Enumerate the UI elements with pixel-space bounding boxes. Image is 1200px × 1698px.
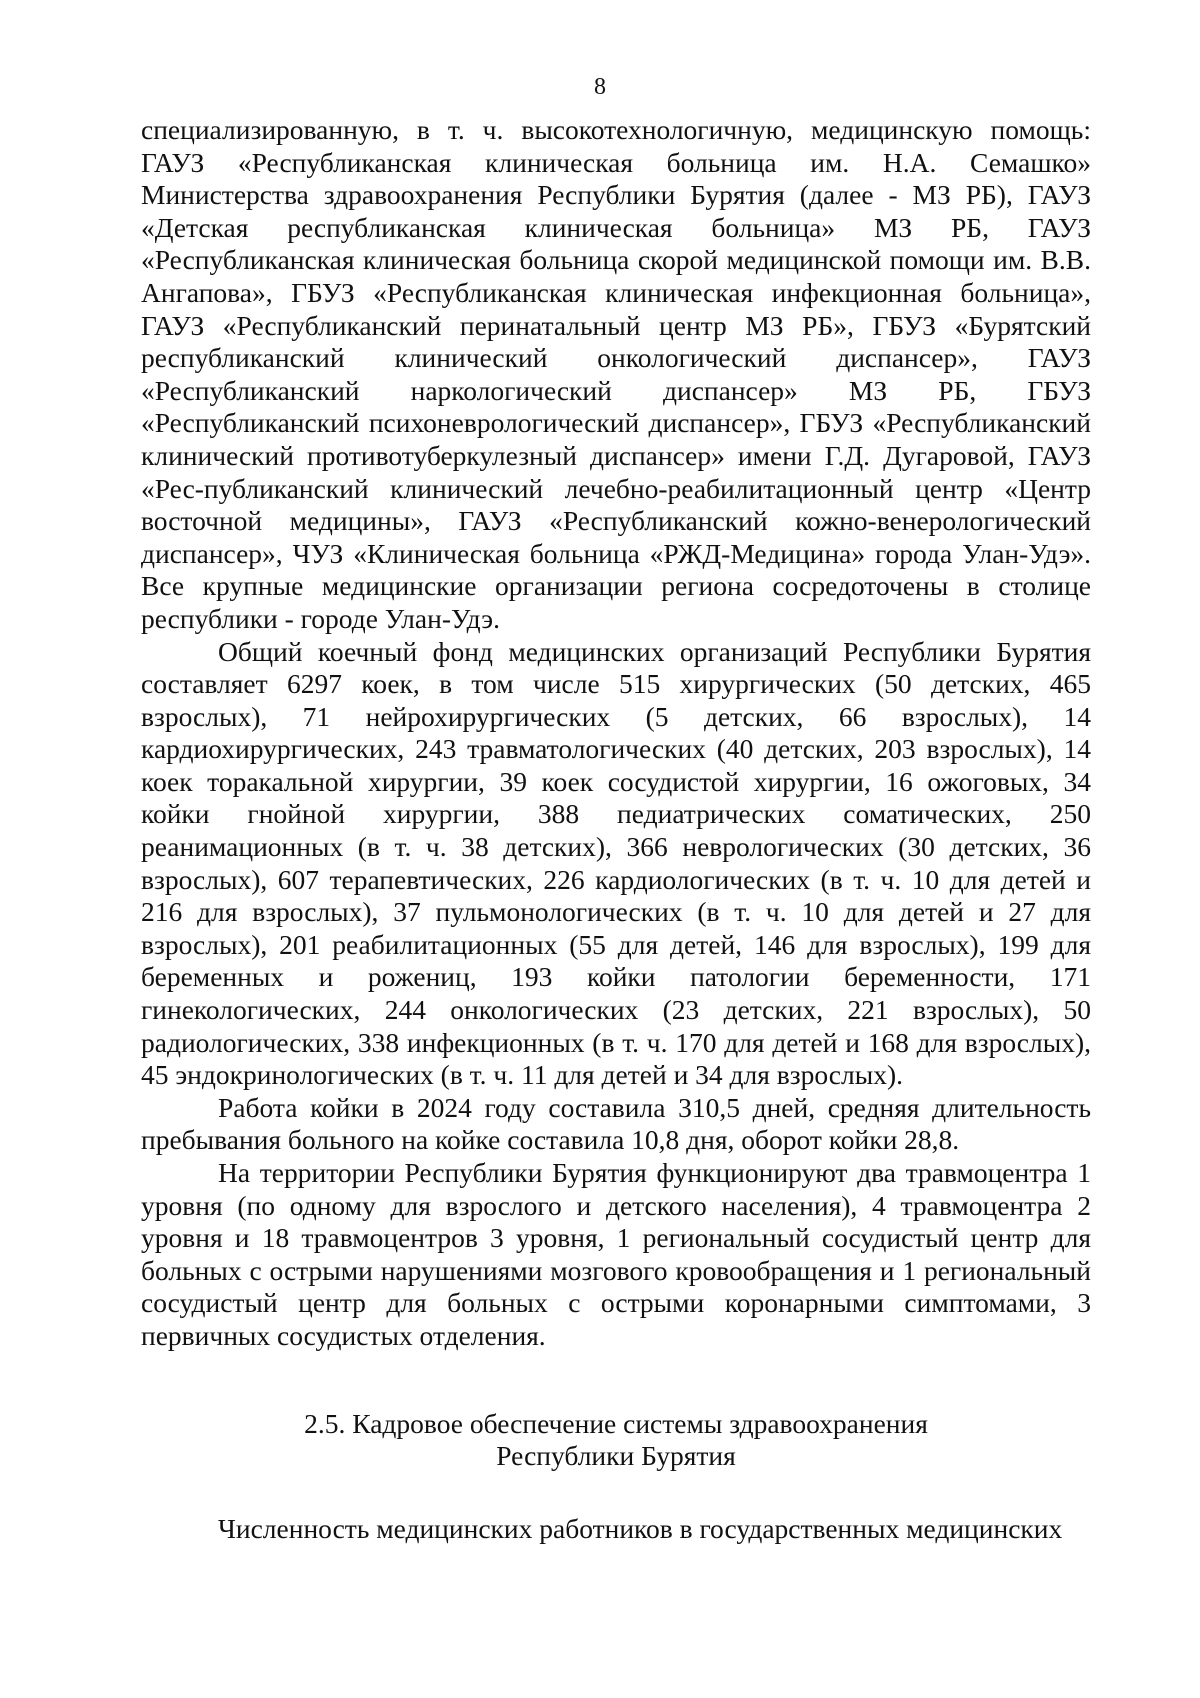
- section-heading-line-1: 2.5. Кадровое обеспечение системы здравоохранения: [304, 1407, 928, 1439]
- section-heading-line-2: Республики Бурятия: [496, 1440, 736, 1472]
- paragraph-medical-organizations: специализированную, в т. ч. высокотехнологичную, медицинскую помощь: ГАУЗ «Республиканская клиническая больница им. Н.А. Семашко» Министерства здравоохранения Республики Бурятия (далее - МЗ РБ), ГАУЗ «Детская республиканская клиническая больница» МЗ РБ, ГАУЗ «Республиканская клиническая больница скорой медицинской помощи им. В.В. Ангапова», ГБУЗ «Республиканская клиническая инфекционная больница», ГАУЗ «Республиканский перинатальный центр МЗ РБ», ГБУЗ «Бурятский республиканский клинический онкологический диспансер», ГАУЗ «Республиканский наркологический диспансер» МЗ РБ, ГБУЗ «Республиканский психоневрологический диспансер», ГБУЗ «Республиканский клинический противотуберкулезный диспансер» имени Г.Д. Дугаровой, ГАУЗ «Рес-публиканский клинический лечебно-реабилитационный центр «Центр восточной медицины», ГАУЗ «Республиканский кожно-венерологический диспансер», ЧУЗ «Клиническая больница «РЖД-Медицина» города Улан-Удэ». Все крупные медицинские организации региона сосредоточены в столице республики - городе Улан-Удэ.: [141, 114, 1091, 634]
- section-heading: [141, 1408, 1091, 1473]
- document-body: [141, 114, 1091, 1545]
- paragraph-bed-fund: Общий коечный фонд медицинских организаций Республики Бурятия составляет 6297 коек, в том числе 515 хирургических (50 детских, 465 взрослых), 71 нейрохирургических (5 детских, 66 взрослых), 14 кардиохирургических, 243 травматологических (40 детских, 203 взрослых), 14 коек торакальной хирургии, 39 коек сосудистой хирургии, 16 ожоговых, 34 койки гнойной хирургии, 388 педиатрических соматических, 250 реанимационных (в т. ч. 38 детских), 366 неврологических (30 детских, 36 взрослых), 607 терапевтических, 226 кардиологических (в т. ч. 10 для детей и 216 для взрослых), 37 пульмонологических (в т. ч. 10 для детей и 27 для взрослых), 201 реабилитационных (55 для детей, 146 для взрослых), 199 для беременных и рожениц, 193 койки патологии беременности, 171 гинекологических, 244 онкологических (23 детских, 221 взрослых), 50 радиологических, 338 инфекционных (в т. ч. 170 для детей и 168 для взрослых), 45 эндокринологических (в т. ч. 11 для детей и 34 для взрослых).: [141, 635, 1091, 1091]
- paragraph-trauma-centers: На территории Республики Бурятия функционируют два травмоцентра 1 уровня (по одному для взрослого и детского населения), 4 травмоцентра 2 уровня и 18 травмоцентров 3 уровня, 1 региональный сосудистый центр для больных с острыми нарушениями мозгового кровообращения и 1 региональный сосудистый центр для больных с острыми коронарными симптомами, 3 первичных сосудистых отделения.: [141, 1157, 1091, 1351]
- paragraph-bed-performance: Работа койки в 2024 году составила 310,5 дней, средняя длительность пребывания больного на койке составила 10,8 дня, оборот койки 28,8.: [141, 1091, 1091, 1156]
- paragraph-staff-count: Численность медицинских работников в государственных медицинских: [218, 1512, 1063, 1544]
- page-number: 8: [594, 74, 606, 100]
